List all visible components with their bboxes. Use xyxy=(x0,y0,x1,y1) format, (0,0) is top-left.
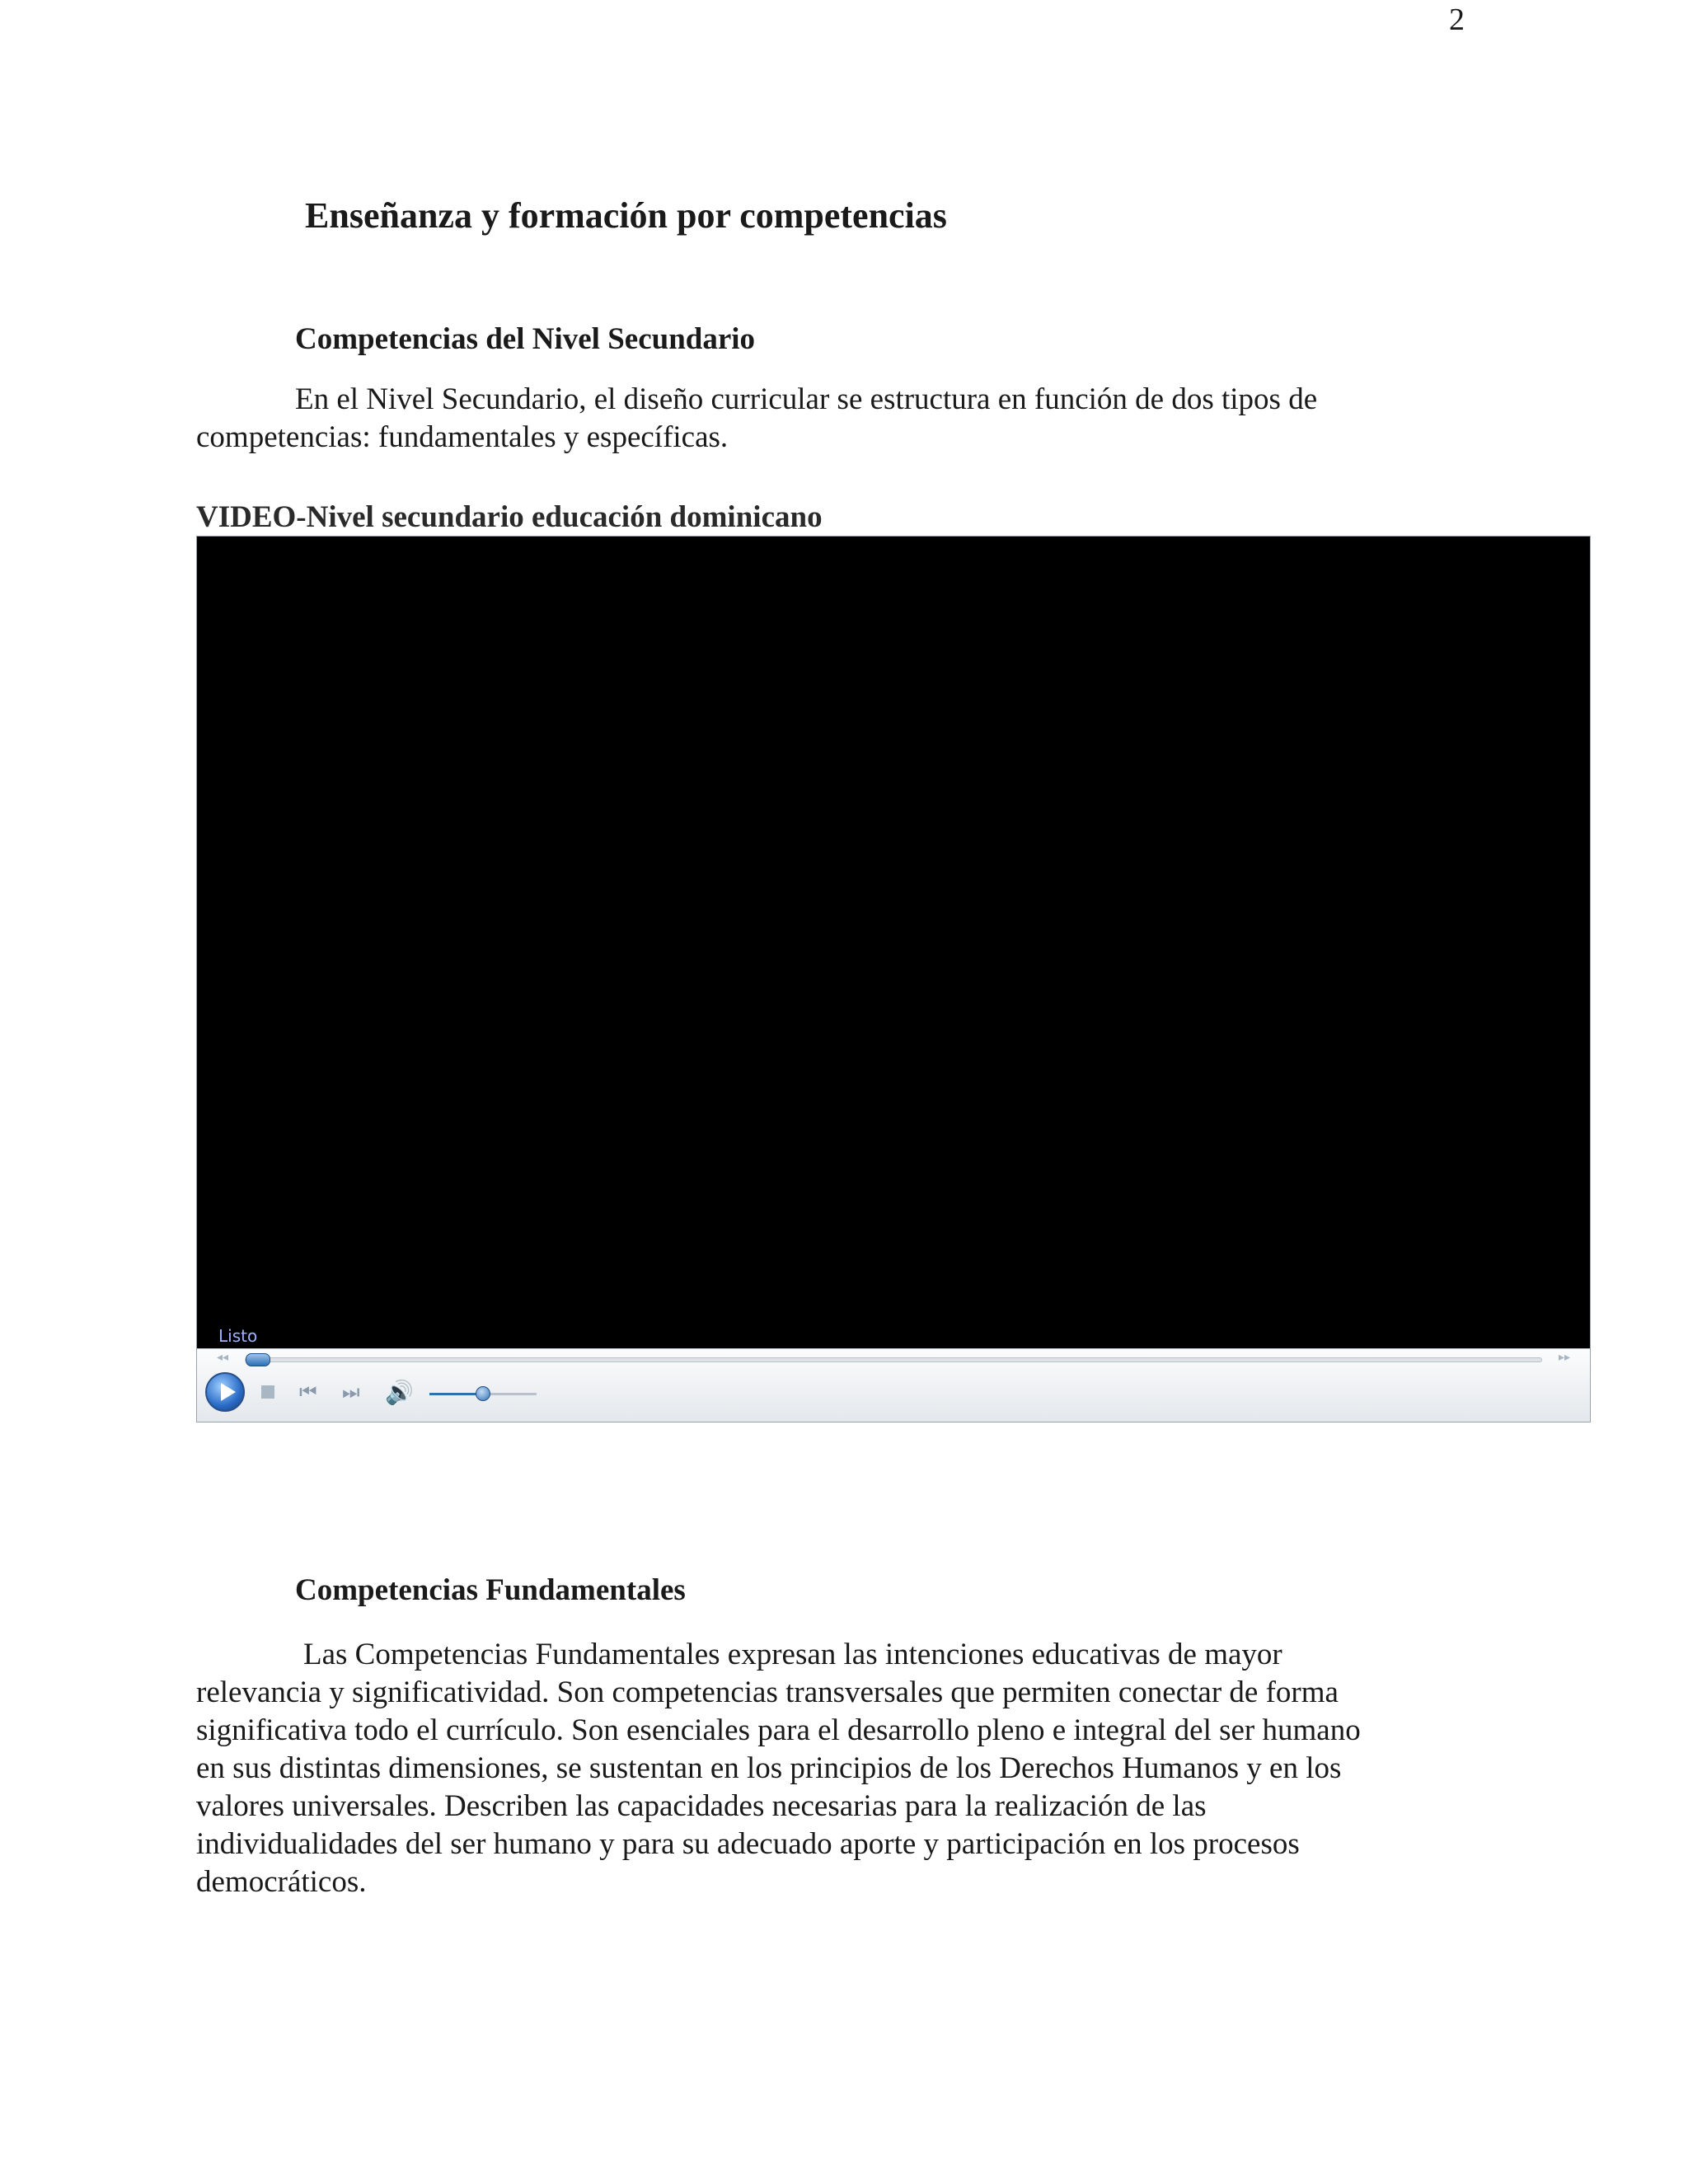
section-heading-fundamentales: Competencias Fundamentales xyxy=(295,1573,686,1607)
seek-thumb[interactable] xyxy=(246,1353,270,1366)
paragraph-line: relevancia y significatividad. Son competencias transversales que permiten conectar de forma xyxy=(196,1675,1339,1709)
paragraph-line: En el Nivel Secundario, el diseño curricular se estructura en función de dos tipos de xyxy=(295,382,1318,416)
rewind-arrow-icon: ◂◂ xyxy=(217,1351,229,1364)
paragraph-line: individualidades del ser humano y para su adecuado aporte y participación en los procesos xyxy=(196,1827,1300,1861)
paragraph-line: en sus distintas dimensiones, se sustentan en los principios de los Derechos Humanos y en los xyxy=(196,1751,1342,1785)
paragraph-line: significativa todo el currículo. Son esenciales para el desarrollo pleno e integral del ser humano xyxy=(196,1713,1361,1747)
section-heading-secundario: Competencias del Nivel Secundario xyxy=(295,322,756,356)
document-title: Enseñanza y formación por competencias xyxy=(305,195,947,236)
fast-forward-arrow-icon: ▸▸ xyxy=(1558,1351,1570,1364)
paragraph-line: democráticos. xyxy=(196,1865,367,1899)
previous-track-icon[interactable]: ⏮ xyxy=(299,1380,317,1404)
player-control-bar xyxy=(197,1348,1590,1422)
media-player[interactable] xyxy=(196,536,1591,1422)
video-screen[interactable] xyxy=(197,537,1590,1351)
seek-bar[interactable] xyxy=(245,1357,1542,1362)
paragraph-line: valores universales. Describen las capacidades necesarias para la realización de las xyxy=(196,1789,1207,1823)
play-button[interactable] xyxy=(205,1372,245,1412)
page-number: 2 xyxy=(1449,2,1465,37)
paragraph-line: Las Competencias Fundamentales expresan las intenciones educativas de mayor xyxy=(303,1638,1282,1671)
volume-slider[interactable] xyxy=(429,1393,537,1395)
paragraph-secundario xyxy=(196,381,1482,457)
video-label: VIDEO-Nivel secundario educación dominicano xyxy=(196,500,823,534)
volume-thumb[interactable] xyxy=(476,1386,490,1401)
volume-icon[interactable]: 🔊 xyxy=(385,1379,414,1406)
player-status-text: Listo xyxy=(218,1326,258,1346)
paragraph-line: competencias: fundamentales y específicas. xyxy=(196,420,729,454)
stop-button[interactable] xyxy=(261,1385,274,1399)
paragraph-fundamentales xyxy=(196,1636,1482,1901)
next-track-icon[interactable]: ⏭ xyxy=(342,1380,360,1404)
